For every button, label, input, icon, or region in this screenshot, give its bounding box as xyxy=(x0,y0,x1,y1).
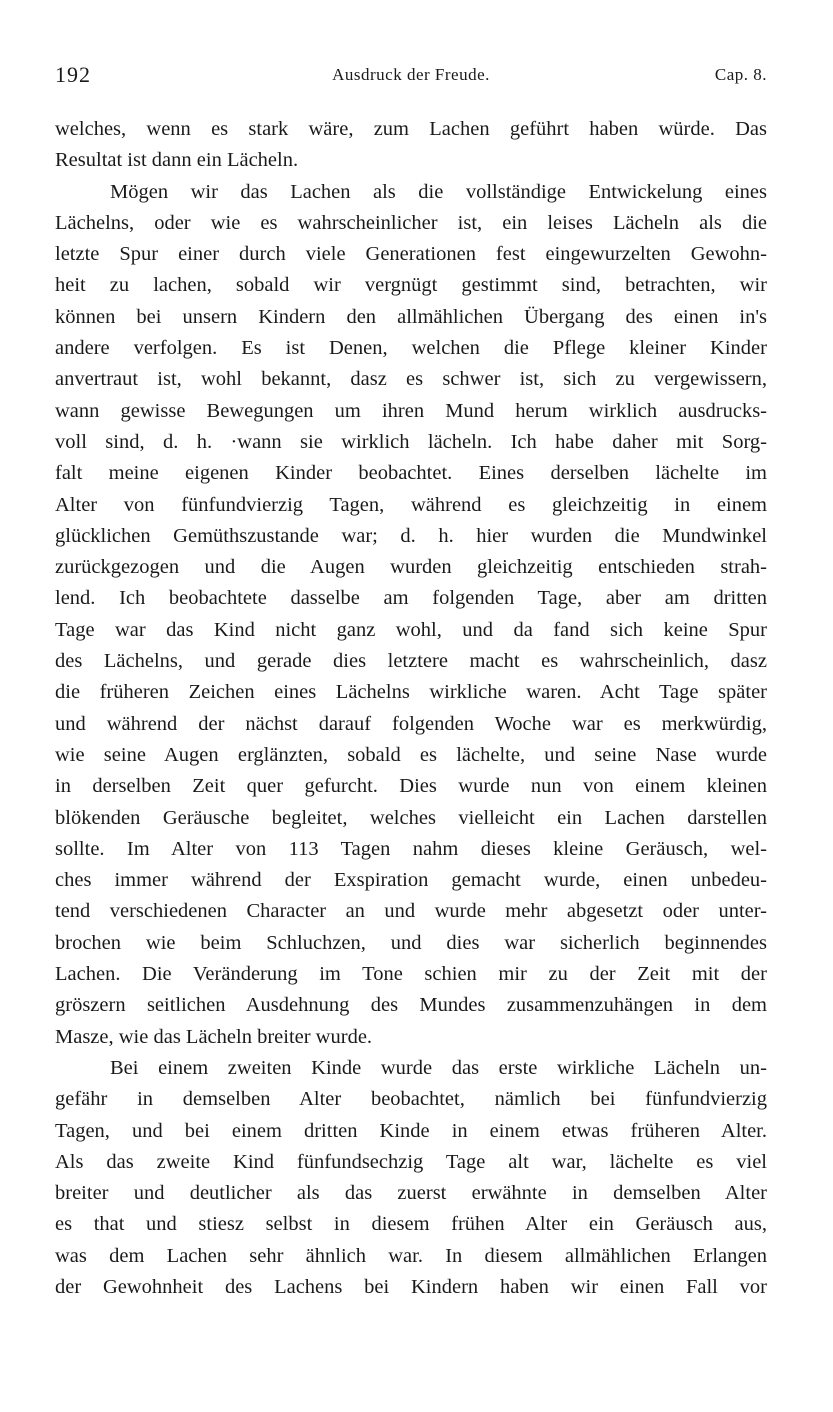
text-line: glücklichen Gemüthszustande war; d. h. hier wurden die Mundwinkel xyxy=(55,524,767,547)
text-line: andere verfolgen. Es ist Denen, welchen die Pflege kleiner Kinder xyxy=(55,337,767,360)
text-line: gröszern seitlichen Ausdehnung des Mundes zusammenzuhängen in dem xyxy=(55,994,767,1017)
text-line: sollte. Im Alter von 113 Tagen nahm dieses kleine Geräusch, wel- xyxy=(55,837,767,860)
text-line: wann gewisse Bewegungen um ihren Mund herum wirklich ausdrucks- xyxy=(55,399,767,422)
text-line: zurückgezogen und die Augen wurden gleichzeitig entschieden strah- xyxy=(55,556,767,579)
text-line: und während der nächst darauf folgenden Woche war es merkwürdig, xyxy=(55,712,767,735)
text-line: Lachen. Die Veränderung im Tone schien mir zu der Zeit mit der xyxy=(55,963,767,986)
text-line: gefähr in demselben Alter beobachtet, nämlich bei fünfundvierzig xyxy=(55,1088,767,1111)
text-line: voll sind, d. h. ·wann sie wirklich lächeln. Ich habe daher mit Sorg- xyxy=(55,430,767,453)
text-line: breiter und deutlicher als das zuerst erwähnte in demselben Alter xyxy=(55,1182,767,1205)
chapter-label: Cap. 8. xyxy=(714,65,767,84)
page-number: 192 xyxy=(55,62,91,87)
text-line: ches immer während der Exspiration gemacht wurde, einen unbedeu- xyxy=(55,869,767,892)
text-line: in derselben Zeit quer gefurcht. Dies wurde nun von einem kleinen xyxy=(55,775,767,798)
text-line: welches, wenn es stark wäre, zum Lachen geführt haben würde. Das xyxy=(55,118,767,140)
text-line: Als das zweite Kind fünfundsechzig Tage alt war, lächelte es viel xyxy=(55,1150,767,1173)
text-line: es that und stiesz selbst in diesem frühen Alter ein Geräusch aus, xyxy=(55,1213,767,1236)
text-line: die früheren Zeichen eines Lächelns wirkliche waren. Acht Tage später xyxy=(55,681,767,704)
text-line: was dem Lachen sehr ähnlich war. In diesem allmählichen Erlangen xyxy=(55,1244,767,1267)
text-line: Alter von fünfundvierzig Tagen, während es gleichzeitig in einem xyxy=(55,493,767,516)
text-line: falt meine eigenen Kinder beobachtet. Eines derselben lächelte im xyxy=(55,462,767,485)
text-line: anvertraut ist, wohl bekannt, dasz es schwer ist, sich zu vergewissern, xyxy=(55,368,767,391)
paragraph-first-line: Bei einem zweiten Kinde wurde das erste wirkliche Lächeln un- xyxy=(110,1056,767,1079)
running-title: Ausdruck der Freude. xyxy=(332,65,490,84)
text-line: Resultat ist dann ein Lächeln. xyxy=(55,149,299,172)
text-line: der Gewohnheit des Lachens bei Kindern haben wir einen Fall vor xyxy=(55,1275,767,1298)
text-line: können bei unsern Kindern den allmählichen Übergang des einen in's xyxy=(55,305,767,328)
running-header xyxy=(55,62,767,90)
text-line: Masze, wie das Lächeln breiter wurde. xyxy=(55,1025,373,1048)
body-text xyxy=(55,114,767,1303)
text-line: des Lächelns, und gerade dies letztere macht es wahrscheinlich, dasz xyxy=(55,650,767,673)
text-line: tend verschiedenen Character an und wurde mehr abgesetzt oder unter- xyxy=(55,900,767,923)
text-line: Tage war das Kind nicht ganz wohl, und da fand sich keine Spur xyxy=(55,618,767,641)
text-line: brochen wie beim Schluchzen, und dies war sicherlich beginnendes xyxy=(55,931,767,954)
text-line: blökenden Geräusche begleitet, welches vielleicht ein Lachen darstellen xyxy=(55,806,767,829)
text-line: letzte Spur einer durch viele Generationen fest eingewurzelten Gewohn- xyxy=(55,243,767,266)
text-line: Tagen, und bei einem dritten Kinde in einem etwas früheren Alter. xyxy=(55,1119,767,1142)
text-line: wie seine Augen erglänzten, sobald es lächelte, und seine Nase wurde xyxy=(55,743,767,766)
text-line: lend. Ich beobachtete dasselbe am folgenden Tage, aber am dritten xyxy=(55,587,767,610)
text-line: Lächelns, oder wie es wahrscheinlicher ist, ein leises Lächeln als die xyxy=(55,211,767,234)
text-line: heit zu lachen, sobald wir vergnügt gestimmt sind, betrachten, wir xyxy=(55,274,767,297)
paragraph-first-line: Mögen wir das Lachen als die vollständige Entwickelung eines xyxy=(110,180,767,203)
